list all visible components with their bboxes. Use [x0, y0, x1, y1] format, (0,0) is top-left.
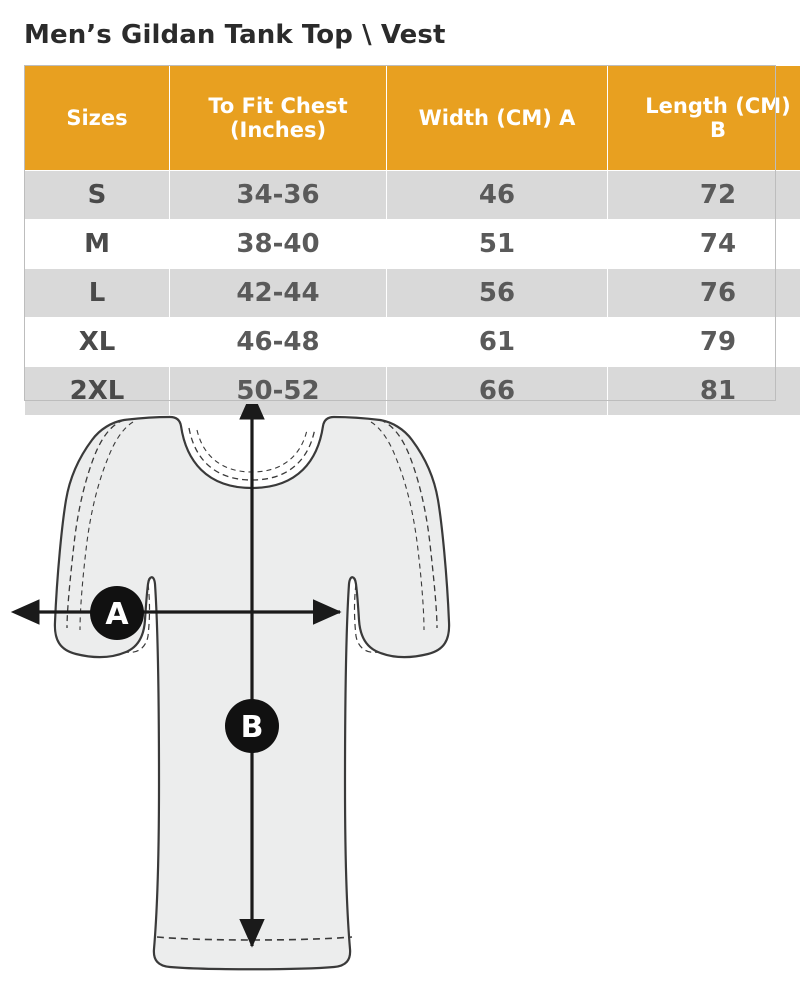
- column-header-sizes-line1: Sizes: [66, 105, 128, 130]
- table-header-row: [25, 66, 800, 171]
- column-header-width: [387, 66, 608, 171]
- cell-size: 2XL: [25, 367, 170, 416]
- cell-length: 81: [608, 367, 800, 416]
- column-header-width-line1: Width (CM) A: [418, 105, 576, 130]
- cell-width: 46: [387, 171, 608, 220]
- width-marker-badge: [90, 586, 144, 640]
- column-header-chest-line2: (Inches): [229, 118, 327, 142]
- cell-chest: 46-48: [170, 318, 387, 367]
- cell-length: 74: [608, 220, 800, 269]
- cell-width: 61: [387, 318, 608, 367]
- cell-chest: 38-40: [170, 220, 387, 269]
- length-marker-badge: [225, 699, 279, 753]
- cell-width: 56: [387, 269, 608, 318]
- cell-size: M: [25, 220, 170, 269]
- cell-chest: 42-44: [170, 269, 387, 318]
- width-marker-label: A: [105, 597, 129, 632]
- cell-size: S: [25, 171, 170, 220]
- cell-chest: 34-36: [170, 171, 387, 220]
- table-row: [25, 269, 800, 318]
- column-header-chest: [170, 66, 387, 171]
- column-header-length: [608, 66, 800, 171]
- cell-width: 51: [387, 220, 608, 269]
- size-table-body: [25, 171, 800, 416]
- length-marker-label: B: [240, 710, 264, 745]
- cell-length: 72: [608, 171, 800, 220]
- table-row: [25, 318, 800, 367]
- page-title: Men’s Gildan Tank Top \ Vest: [24, 20, 446, 50]
- table-row: [25, 171, 800, 220]
- column-header-sizes: [25, 66, 170, 171]
- size-table-header: [25, 66, 800, 171]
- cell-size: L: [25, 269, 170, 318]
- garment-diagram: [0, 404, 800, 985]
- table-row: [25, 220, 800, 269]
- cell-length: 76: [608, 269, 800, 318]
- column-header-length-line1: Length (CM): [645, 93, 791, 118]
- cell-chest: 50-52: [170, 367, 387, 416]
- cell-length: 79: [608, 318, 800, 367]
- column-header-length-line2: B: [709, 118, 726, 142]
- cell-width: 66: [387, 367, 608, 416]
- column-header-chest-line1: To Fit Chest: [208, 93, 348, 118]
- cell-size: XL: [25, 318, 170, 367]
- size-table: [24, 65, 800, 416]
